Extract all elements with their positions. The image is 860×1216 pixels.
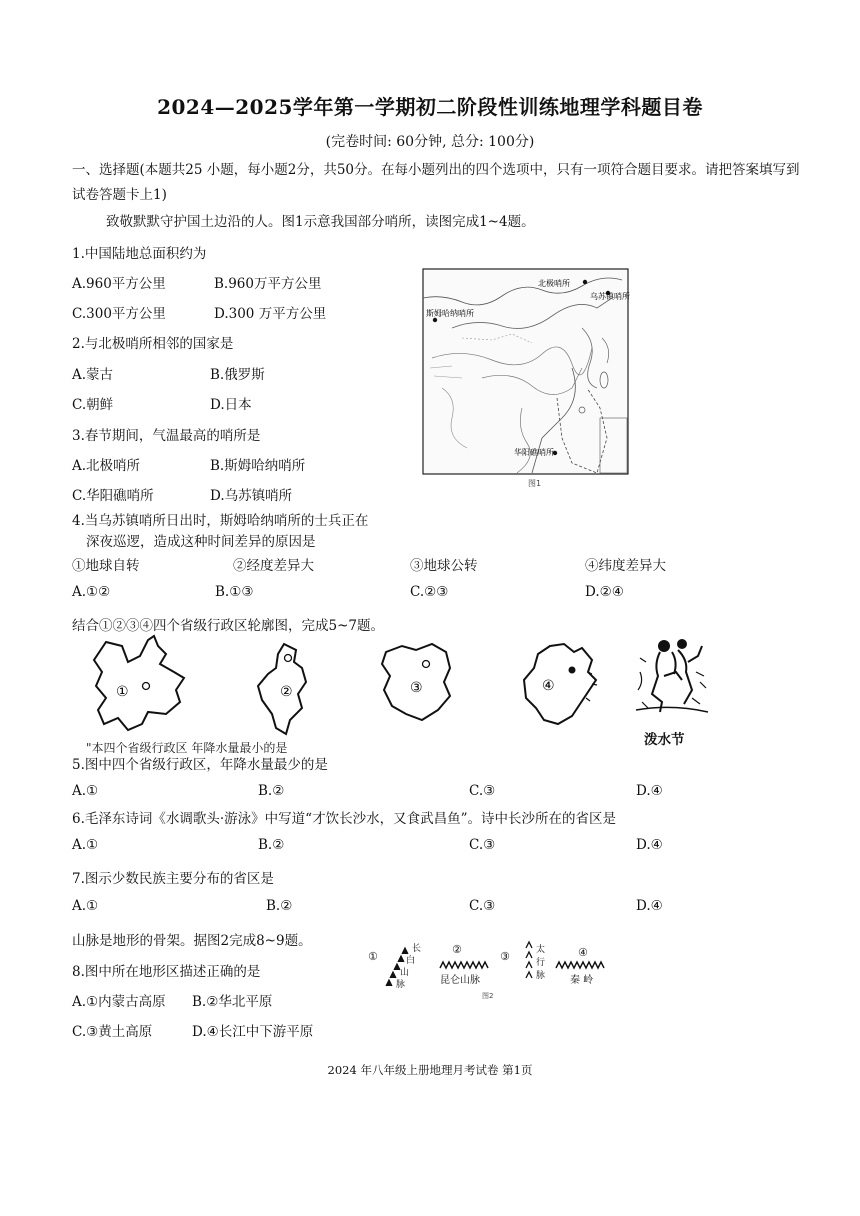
- svg-text:③: ③: [500, 950, 510, 963]
- figure-1-caption: 图1: [528, 479, 542, 488]
- province-outline-3: [376, 640, 460, 726]
- svg-text:②: ②: [280, 684, 293, 700]
- exam-title: 2024—2025学年第一学期初二阶段性训练地理学科题目卷: [157, 95, 703, 119]
- q1-option-c: C.300平方公里: [72, 306, 166, 322]
- q6-option-c: C.③: [469, 837, 496, 853]
- svg-text:③: ③: [410, 680, 423, 696]
- svg-text:太: 太: [536, 945, 546, 955]
- q3-stem: 3.春节期间，气温最高的哨所是: [72, 428, 261, 444]
- cutoff-text: "本四个省级行政区 年降水量最小的是: [86, 741, 288, 755]
- svg-text:白: 白: [406, 956, 416, 966]
- q5-option-c: C.③: [469, 783, 496, 799]
- q5-option-d: D.④: [636, 783, 663, 799]
- exam-subtitle: (完卷时间: 60分钟, 总分: 100分): [325, 134, 535, 150]
- svg-text:图2: 图2: [482, 992, 494, 1000]
- q6-option-a: A.①: [72, 837, 99, 853]
- svg-text:④: ④: [578, 946, 588, 959]
- svg-text:脉: 脉: [536, 971, 546, 981]
- q7-stem: 7.图示少数民族主要分布的省区是: [72, 871, 274, 887]
- q4-factor-3: ③地球公转: [410, 558, 478, 574]
- label-wusuzhen: 乌苏镇哨所: [590, 292, 630, 301]
- svg-text:秦 岭: 秦 岭: [570, 975, 594, 986]
- q1-stem: 1.中国陆地总面积约为: [72, 246, 207, 262]
- q6-stem: 6.毛泽东诗词《水调歌头·游泳》中写道“才饮长沙水，又食武昌鱼”。诗中长沙所在的省区是: [72, 811, 616, 827]
- q7-option-c: C.③: [469, 898, 496, 914]
- q5-stem: 5.图中四个省级行政区，年降水量最少的是: [72, 757, 328, 773]
- q8-option-c: C.③黄土高原: [72, 1024, 153, 1040]
- svg-text:脉: 脉: [396, 980, 406, 990]
- q2-option-d: D.日本: [210, 397, 252, 413]
- q4-option-a: A.①②: [72, 584, 111, 600]
- q2-stem: 2.与北极哨所相邻的国家是: [72, 336, 234, 352]
- q8-stem: 8.图中所在地形区描述正确的是: [72, 964, 261, 980]
- q6-option-d: D.④: [636, 837, 663, 853]
- label-simuhana: 斯姆哈纳哨所: [426, 309, 474, 318]
- q3-option-d: D.乌苏镇哨所: [210, 488, 293, 504]
- water-festival-illustration: [632, 632, 712, 724]
- figure-2-mountains: [366, 938, 622, 1002]
- q8-option-a: A.①内蒙古高原: [72, 994, 166, 1010]
- q5-option-b: B.②: [258, 783, 285, 799]
- q4-factor-1: ①地球自转: [72, 558, 140, 574]
- intro-5-7: 结合①②③④四个省级行政区轮廓图，完成5~7题。: [72, 618, 384, 634]
- q4-stem-line1: 4.当乌苏镇哨所日出时，斯姆哈纳哨所的士兵正在: [72, 513, 369, 529]
- svg-text:①: ①: [368, 950, 378, 963]
- page-footer: 2024 年八年级上册地理月考试卷 第1页: [327, 1063, 533, 1077]
- label-huayangjiao: 华阳礁哨所: [514, 448, 554, 457]
- q6-option-b: B.②: [258, 837, 285, 853]
- figure-1-map: [422, 268, 630, 490]
- label-beiji: 北极哨所: [538, 279, 570, 288]
- festival-caption: 泼水节: [644, 732, 685, 748]
- svg-text:昆仑山脉: 昆仑山脉: [440, 975, 480, 986]
- svg-text:①: ①: [116, 684, 129, 700]
- q7-option-b: B.②: [266, 898, 293, 914]
- svg-text:②: ②: [452, 943, 462, 956]
- q7-option-d: D.④: [636, 898, 663, 914]
- q7-option-a: A.①: [72, 898, 99, 914]
- intro-1-4: 致敬默默守护国土边沿的人。图1示意我国部分哨所，读图完成1~4题。: [106, 214, 535, 230]
- q8-option-d: D.④长江中下游平原: [192, 1024, 314, 1040]
- q2-option-a: A.蒙古: [72, 367, 114, 383]
- q4-stem-line2: 深夜巡逻，造成这种时间差异的原因是: [86, 534, 316, 550]
- svg-text:④: ④: [542, 678, 555, 694]
- q1-option-d: D.300 万平方公里: [214, 306, 327, 322]
- svg-text:山: 山: [400, 968, 410, 978]
- q3-option-b: B.斯姆哈纳哨所: [210, 458, 306, 474]
- svg-text:行: 行: [536, 958, 546, 968]
- q4-option-d: D.②④: [585, 584, 624, 600]
- q2-option-b: B.俄罗斯: [210, 367, 265, 383]
- q3-option-a: A.北极哨所: [72, 458, 141, 474]
- svg-text:长: 长: [412, 944, 422, 954]
- q8-option-b: B.②华北平原: [192, 994, 273, 1010]
- q4-option-c: C.②③: [410, 584, 449, 600]
- province-outline-1: [84, 632, 204, 740]
- q5-option-a: A.①: [72, 783, 99, 799]
- province-outline-2: [250, 638, 320, 738]
- q4-factor-2: ②经度差异大: [233, 558, 314, 574]
- section-instructions: 一、选择题(本题共25 小题，每小题2分，共50分。在每小题列出的四个选项中，只有一项符合题目要求。请把答案填写到试卷答题卡上1): [72, 162, 800, 203]
- q1-option-b: B.960万平方公里: [214, 276, 322, 292]
- q3-option-c: C.华阳礁哨所: [72, 488, 154, 504]
- province-outline-4: [516, 640, 606, 728]
- intro-8-9: 山脉是地形的骨架。据图2完成8~9题。: [72, 933, 312, 949]
- q4-option-b: B.①③: [215, 584, 254, 600]
- q1-option-a: A.960平方公里: [72, 276, 166, 292]
- q4-factor-4: ④纬度差异大: [585, 558, 666, 574]
- q2-option-c: C.朝鲜: [72, 397, 114, 413]
